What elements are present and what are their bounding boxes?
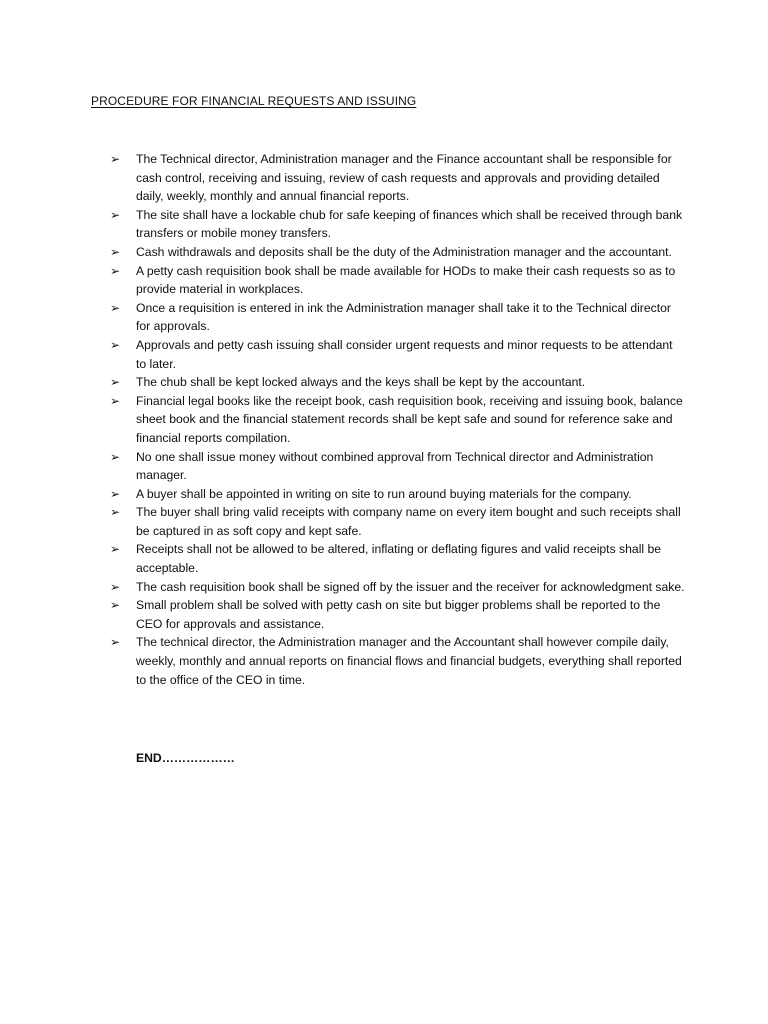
list-item-text: The Technical director, Administration manager and the Finance accountant shall be responsible for cash control, receiving and issuing, review of cash requests and approvals and providing detailed daily, weekly, monthly and annual financial reports. xyxy=(136,152,672,204)
list-item xyxy=(110,540,685,577)
arrow-bullet-icon: ➢ xyxy=(110,152,121,166)
procedure-list xyxy=(110,150,685,689)
list-item xyxy=(110,633,685,689)
arrow-bullet-icon: ➢ xyxy=(110,449,121,464)
list-item-text: Financial legal books like the receipt book, cash requisition book, receiving and issuing book, balance sheet book and the financial statement records shall be kept safe and sound for reference sake and financial reports compilation. xyxy=(136,393,683,445)
list-item xyxy=(110,243,685,262)
list-item-text: Small problem shall be solved with petty cash on site but bigger problems shall be reported to the CEO for approvals and assistance. xyxy=(136,598,661,631)
arrow-bullet-icon: ➢ xyxy=(110,337,121,352)
list-item xyxy=(110,336,685,373)
arrow-bullet-icon: ➢ xyxy=(110,244,121,259)
list-item-text: A petty cash requisition book shall be made available for HODs to make their cash requests so as to provide material in workplaces. xyxy=(136,263,676,297)
list-item-text: Once a requisition is entered in ink the Administration manager shall take it to the Technical director for approvals. xyxy=(136,300,671,334)
arrow-bullet-icon: ➢ xyxy=(110,598,121,613)
list-item xyxy=(110,485,685,504)
list-item-text: A buyer shall be appointed in writing on site to run around buying materials for the company. xyxy=(136,486,632,501)
arrow-bullet-icon: ➢ xyxy=(110,486,121,501)
list-item xyxy=(110,206,685,243)
list-item-text: Cash withdrawals and deposits shall be the duty of the Administration manager and the accountant. xyxy=(136,244,672,259)
list-item xyxy=(110,150,685,206)
list-item-text: The technical director, the Administration manager and the Accountant shall however compile daily, weekly, monthly and annual reports on financial flows and financial budgets, everything shall reported to the office of the CEO in time. xyxy=(136,635,682,687)
arrow-bullet-icon: ➢ xyxy=(110,263,121,278)
list-item-text: The chub shall be kept locked always and the keys shall be kept by the accountant. xyxy=(136,375,586,390)
list-item-text: The buyer shall bring valid receipts with company name on every item bought and such receipts shall be captured in as soft copy and kept safe. xyxy=(136,505,681,538)
list-item xyxy=(110,392,685,448)
list-item-text: The cash requisition book shall be signed off by the issuer and the receiver for acknowledgment sake. xyxy=(136,579,685,594)
arrow-bullet-icon: ➢ xyxy=(110,300,121,315)
arrow-bullet-icon: ➢ xyxy=(110,207,121,222)
list-item-text: Approvals and petty cash issuing shall consider urgent requests and minor requests to be attendant to later. xyxy=(136,337,673,371)
arrow-bullet-icon: ➢ xyxy=(110,579,121,594)
arrow-bullet-icon: ➢ xyxy=(110,393,121,408)
arrow-bullet-icon: ➢ xyxy=(110,542,121,557)
arrow-bullet-icon: ➢ xyxy=(110,375,121,390)
list-item-text: The site shall have a lockable chub for safe keeping of finances which shall be received through bank transfers or mobile money transfers. xyxy=(136,207,683,241)
list-item xyxy=(110,596,685,633)
list-item xyxy=(110,448,685,485)
list-item xyxy=(110,503,685,540)
list-item xyxy=(110,578,685,597)
arrow-bullet-icon: ➢ xyxy=(110,505,121,520)
list-item-text: No one shall issue money without combined approval from Technical director and Administration manager. xyxy=(136,449,654,483)
list-item xyxy=(110,299,685,336)
list-item xyxy=(110,262,685,299)
arrow-bullet-icon: ➢ xyxy=(110,635,121,650)
end-marker: END……………… xyxy=(136,751,235,765)
list-item xyxy=(110,373,685,392)
list-item-text: Receipts shall not be allowed to be altered, inflating or deflating figures and valid receipts shall be acceptable. xyxy=(136,542,662,576)
document-title: PROCEDURE FOR FINANCIAL REQUESTS AND ISSUING xyxy=(91,94,417,108)
